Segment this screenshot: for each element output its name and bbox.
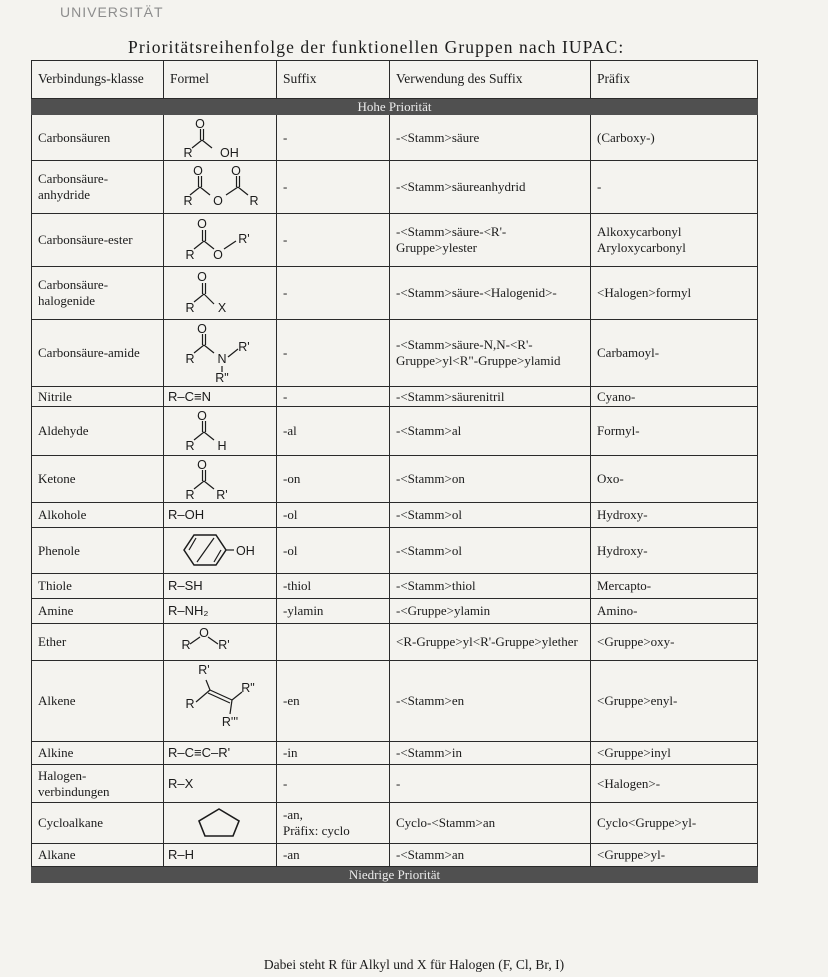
svg-text:R: R — [185, 488, 195, 501]
svg-text:O: O — [197, 458, 207, 472]
col-header-formel: Formel — [164, 61, 277, 99]
cell-suffix: - — [277, 115, 390, 161]
svg-text:O: O — [197, 270, 207, 284]
cell-praefix: <Gruppe>yl- — [591, 844, 758, 867]
table-row — [32, 599, 758, 624]
cell-klasse: Cycloalkane — [32, 803, 164, 844]
svg-text:R: R — [183, 146, 193, 159]
svg-text:R: R — [185, 248, 195, 262]
cell-praefix: <Gruppe>oxy- — [591, 624, 758, 661]
svg-text:R': R' — [218, 638, 230, 652]
table-row — [32, 765, 758, 803]
cell-suffix: - — [277, 267, 390, 320]
cell-praefix: Cyclo<Gruppe>yl- — [591, 803, 758, 844]
cell-formel: R–X — [164, 765, 277, 803]
cell-klasse: Thiole — [32, 574, 164, 599]
cell-praefix: - — [591, 161, 758, 214]
cell-praefix: Amino- — [591, 599, 758, 624]
cell-klasse: Carbonsäuren — [32, 115, 164, 161]
cell-verwendung: -<Stamm>säure-<R'-Gruppe>ylester — [390, 214, 591, 267]
table-row — [32, 661, 758, 742]
col-header-verwendung: Verwendung des Suffix — [390, 61, 591, 99]
cell-formel: R–H — [164, 844, 277, 867]
structure-formula — [164, 407, 277, 456]
svg-text:O: O — [213, 248, 223, 262]
structure-formula — [164, 624, 277, 661]
structure-formula — [164, 115, 277, 161]
cell-klasse: Carbonsäure-ester — [32, 214, 164, 267]
cell-suffix: -in — [277, 742, 390, 765]
svg-text:O: O — [199, 626, 209, 640]
cell-praefix: (Carboxy-) — [591, 115, 758, 161]
table-row — [32, 503, 758, 528]
svg-text:R''': R''' — [221, 715, 239, 729]
cell-praefix: <Halogen>- — [591, 765, 758, 803]
cell-klasse: Carbonsäure-amide — [32, 320, 164, 387]
table-row — [32, 161, 758, 214]
cell-praefix: Hydroxy- — [591, 528, 758, 574]
table-row — [32, 803, 758, 844]
svg-text:R: R — [185, 352, 195, 366]
table-row — [32, 456, 758, 503]
structure-formula — [164, 803, 277, 844]
table-row — [32, 320, 758, 387]
svg-text:O: O — [197, 217, 207, 231]
table-row — [32, 267, 758, 320]
structure-formula — [164, 161, 277, 214]
cell-suffix: - — [277, 161, 390, 214]
svg-text:O: O — [231, 164, 241, 178]
svg-text:H: H — [217, 439, 227, 453]
cell-formel: R–OH — [164, 503, 277, 528]
cell-verwendung: - — [390, 765, 591, 803]
footnote: Dabei steht R für Alkyl und X für Halogen (F, Cl, Br, I) — [263, 957, 565, 972]
page-title: Prioritätsreihenfolge der funktionellen Gruppen nach IUPAC: — [128, 37, 625, 57]
cell-praefix: Mercapto- — [591, 574, 758, 599]
cell-klasse: Halogen-verbindungen — [32, 765, 164, 803]
cell-klasse: Carbonsäure-halogenide — [32, 267, 164, 320]
cell-praefix: Oxo- — [591, 456, 758, 503]
cell-suffix: -en — [277, 661, 390, 742]
svg-text:R": R" — [215, 371, 229, 385]
cell-suffix: -on — [277, 456, 390, 503]
svg-text:R: R — [185, 439, 195, 453]
cell-suffix: -thiol — [277, 574, 390, 599]
svg-text:N: N — [217, 352, 227, 366]
cell-formel: R–C≡N — [164, 387, 277, 407]
cell-klasse: Alkohole — [32, 503, 164, 528]
cell-verwendung: -<Stamm>al — [390, 407, 591, 456]
cell-praefix: Alkoxycarbonyl Aryloxycarbonyl — [591, 214, 758, 267]
low-priority-band — [32, 867, 758, 883]
cell-klasse: Ketone — [32, 456, 164, 503]
svg-text:R': R' — [198, 663, 210, 677]
cell-suffix: -ol — [277, 503, 390, 528]
svg-text:O: O — [193, 164, 203, 178]
structure-formula — [164, 456, 277, 503]
col-header-praefix: Präfix — [591, 61, 758, 99]
cell-verwendung: -<Stamm>säure-N,N-<R'-Gruppe>yl<R"-Gruppe>ylamid — [390, 320, 591, 387]
svg-text:R: R — [249, 194, 259, 208]
cell-formel: R–C≡C–R' — [164, 742, 277, 765]
svg-text:R: R — [185, 301, 195, 315]
priority-table — [31, 60, 758, 883]
cell-praefix: <Halogen>formyl — [591, 267, 758, 320]
cell-suffix: -an, Präfix: cyclo — [277, 803, 390, 844]
cell-klasse: Alkine — [32, 742, 164, 765]
low-priority-band-label: Niedrige Priorität — [32, 867, 758, 883]
col-header-klasse: Verbindungs-klasse — [32, 61, 164, 99]
structure-formula — [164, 320, 277, 387]
cell-formel: R–SH — [164, 574, 277, 599]
cell-suffix: -an — [277, 844, 390, 867]
high-priority-band — [32, 99, 758, 115]
table-row — [32, 115, 758, 161]
svg-text:OH: OH — [220, 146, 239, 159]
cell-verwendung: -<Stamm>thiol — [390, 574, 591, 599]
svg-text:R: R — [183, 194, 193, 208]
cell-praefix: Hydroxy- — [591, 503, 758, 528]
table-row — [32, 624, 758, 661]
cell-verwendung: -<Stamm>säureanhydrid — [390, 161, 591, 214]
structure-formula — [164, 528, 277, 574]
cell-suffix: - — [277, 765, 390, 803]
table-row — [32, 528, 758, 574]
cell-verwendung: -<Stamm>en — [390, 661, 591, 742]
cell-klasse: Carbonsäure-anhydride — [32, 161, 164, 214]
svg-text:R': R' — [238, 232, 250, 246]
structure-formula — [164, 214, 277, 267]
structure-formula — [164, 267, 277, 320]
structure-formula — [164, 661, 277, 742]
svg-text:O: O — [213, 194, 223, 208]
table-row — [32, 742, 758, 765]
cell-verwendung: <R-Gruppe>yl<R'-Gruppe>ylether — [390, 624, 591, 661]
table-row — [32, 387, 758, 407]
cell-klasse: Alkene — [32, 661, 164, 742]
cell-klasse: Phenole — [32, 528, 164, 574]
cell-klasse: Aldehyde — [32, 407, 164, 456]
col-header-suffix: Suffix — [277, 61, 390, 99]
table-row — [32, 844, 758, 867]
cell-suffix — [277, 624, 390, 661]
cell-verwendung: -<Stamm>an — [390, 844, 591, 867]
cell-klasse: Nitrile — [32, 387, 164, 407]
svg-text:R: R — [181, 638, 191, 652]
table-row — [32, 214, 758, 267]
cell-verwendung: -<Stamm>säure-<Halogenid>- — [390, 267, 591, 320]
cell-verwendung: Cyclo-<Stamm>an — [390, 803, 591, 844]
cell-verwendung: -<Stamm>in — [390, 742, 591, 765]
svg-text:O: O — [195, 117, 205, 131]
cell-praefix: <Gruppe>enyl- — [591, 661, 758, 742]
svg-text:O: O — [197, 409, 207, 423]
cell-suffix: - — [277, 387, 390, 407]
cell-praefix: Formyl- — [591, 407, 758, 456]
cell-klasse: Ether — [32, 624, 164, 661]
cell-verwendung: -<Stamm>ol — [390, 528, 591, 574]
cell-praefix: Cyano- — [591, 387, 758, 407]
cell-verwendung: -<Gruppe>ylamin — [390, 599, 591, 624]
cell-suffix: -ylamin — [277, 599, 390, 624]
cell-verwendung: -<Stamm>on — [390, 456, 591, 503]
header-row — [32, 61, 758, 99]
cell-praefix: <Gruppe>inyl — [591, 742, 758, 765]
cell-verwendung: -<Stamm>säurenitril — [390, 387, 591, 407]
cell-formel: R–NH₂ — [164, 599, 277, 624]
svg-text:X: X — [217, 301, 227, 315]
cell-klasse: Alkane — [32, 844, 164, 867]
svg-text:R': R' — [238, 340, 250, 354]
svg-text:R': R' — [216, 488, 228, 501]
svg-text:OH: OH — [236, 544, 255, 558]
high-priority-band-label: Hohe Priorität — [32, 99, 758, 115]
cell-suffix: -ol — [277, 528, 390, 574]
cell-suffix: - — [277, 214, 390, 267]
svg-text:R: R — [185, 697, 195, 711]
table-row — [32, 407, 758, 456]
cell-praefix: Carbamoyl- — [591, 320, 758, 387]
cell-verwendung: -<Stamm>ol — [390, 503, 591, 528]
table-row — [32, 574, 758, 599]
university-logo: UNIVERSITÄT — [60, 4, 164, 20]
cell-suffix: - — [277, 320, 390, 387]
cell-verwendung: -<Stamm>säure — [390, 115, 591, 161]
svg-text:R": R" — [241, 681, 255, 695]
cell-klasse: Amine — [32, 599, 164, 624]
svg-text:O: O — [197, 322, 207, 336]
cell-suffix: -al — [277, 407, 390, 456]
